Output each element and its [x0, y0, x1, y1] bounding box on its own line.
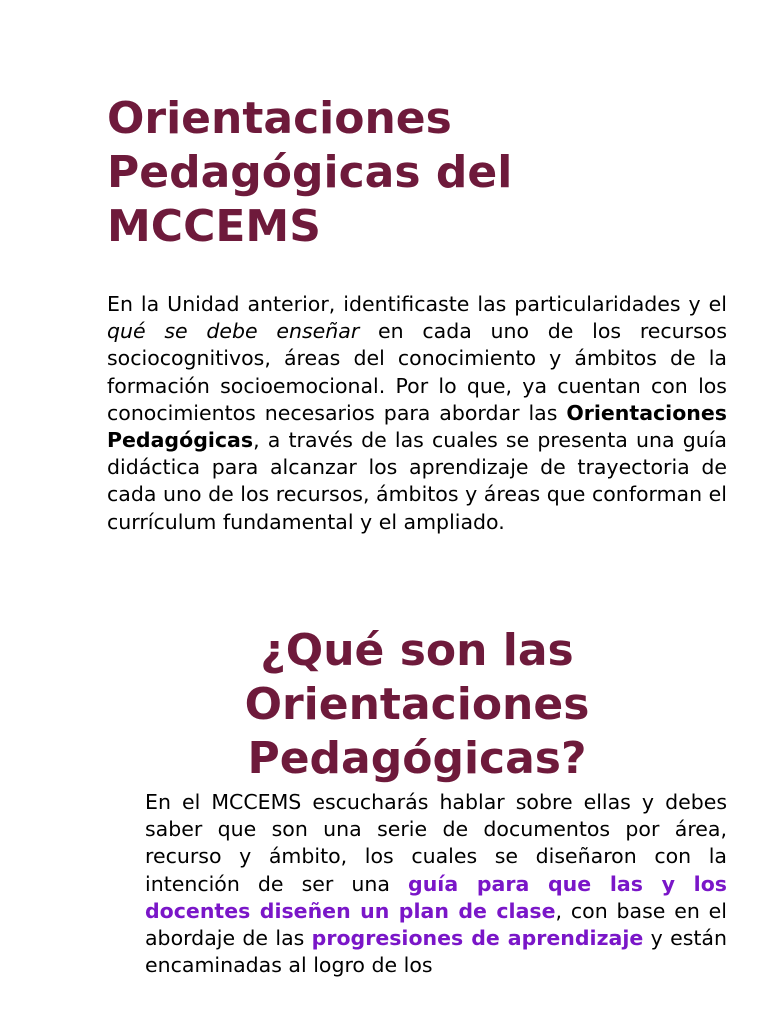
intro-paragraph: [107, 291, 727, 536]
intro-text-3: , a través de las cuales se presenta una guía didáctica para alcanzar los aprendizaje de trayectoria de cada uno de los recursos, ámbitos y áreas que conforman el currículum fundamental y el ampliado.: [107, 428, 727, 534]
highlight-phrase-2: progresiones de aprendizaje: [311, 926, 644, 951]
section-title: [107, 624, 727, 786]
intro-italic-phrase: qué se debe enseñar: [107, 319, 360, 344]
page-title-line-3: MCCEMS: [107, 201, 321, 252]
page-title-line-1: Orientaciones: [107, 93, 452, 144]
intro-bold-phrase: Orientaciones Pedagógicas: [107, 400, 727, 453]
highlight-phrase-1: guía para que las y los docentes diseñen un plan de clase: [145, 871, 727, 923]
page-title: [107, 92, 667, 254]
section-paragraph: [145, 789, 727, 979]
section-title-line-2: Orientaciones: [244, 679, 590, 730]
page-title-line-2: Pedagógicas del: [107, 147, 513, 198]
section-title-line-1: ¿Qué son las: [260, 625, 574, 676]
intro-text-2: en cada uno de los recursos sociocognitivos, áreas del conocimiento y ámbitos de la formación socioemocional. Por lo que, ya cuentan con los conocimientos necesarios para abordar las: [107, 319, 728, 425]
section-text-1: En el MCCEMS escucharás hablar sobre ellas y debes saber que son una serie de documentos por área, recurso y ámbito, los cuales se diseñaron con la intención de ser una: [145, 790, 727, 896]
section-text-2: , con base en el abordaje de las: [145, 898, 727, 951]
intro-text-1: En la Unidad anterior, identificaste las particularidades y el: [107, 292, 727, 316]
section-text-3: y están encaminadas al logro de los: [145, 926, 727, 978]
section-title-line-3: Pedagógicas?: [247, 733, 587, 784]
